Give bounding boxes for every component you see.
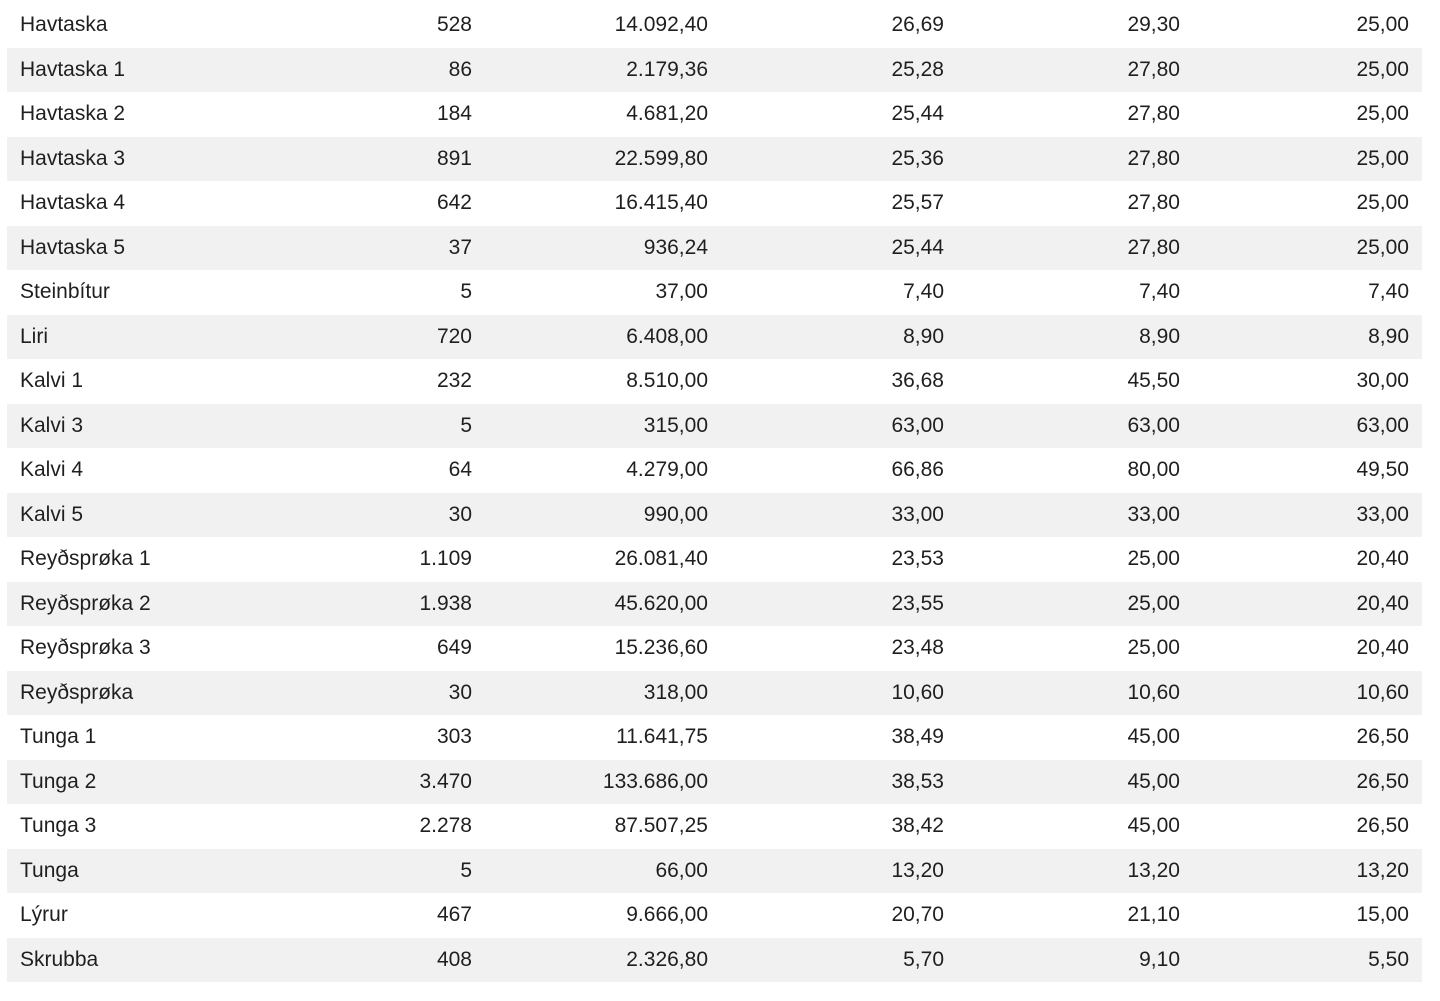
species-cell: Reyðsprøka 1 xyxy=(20,547,151,571)
species-cell: Havtaska 3 xyxy=(20,146,126,170)
total-cell: 2.326,80 xyxy=(626,947,708,971)
max-price-cell: 80,00 xyxy=(1127,458,1180,482)
max-price-cell: 63,00 xyxy=(1127,413,1180,437)
total-cell: 14.092,40 xyxy=(614,13,708,37)
average-price-cell: 8,90 xyxy=(903,324,944,348)
table-row xyxy=(7,270,1422,315)
min-price-cell: 7,40 xyxy=(1368,280,1409,304)
min-price-cell: 30,00 xyxy=(1356,369,1409,393)
max-price-cell: 45,50 xyxy=(1127,369,1180,393)
table-row xyxy=(7,137,1422,182)
max-price-cell: 13,20 xyxy=(1127,858,1180,882)
table-row xyxy=(7,3,1422,48)
max-price-cell: 27,80 xyxy=(1127,102,1180,126)
total-cell: 133.686,00 xyxy=(602,769,708,793)
total-cell: 37,00 xyxy=(655,280,708,304)
min-price-cell: 26,50 xyxy=(1356,814,1409,838)
average-price-cell: 63,00 xyxy=(891,413,944,437)
species-cell: Kalvi 4 xyxy=(20,458,84,482)
quantity-cell: 1.938 xyxy=(419,591,472,615)
table-row xyxy=(7,582,1422,627)
average-price-cell: 7,40 xyxy=(903,280,944,304)
table-row xyxy=(7,760,1422,805)
quantity-cell: 3.470 xyxy=(419,769,472,793)
table-row xyxy=(7,359,1422,404)
min-price-cell: 63,00 xyxy=(1356,413,1409,437)
min-price-cell: 26,50 xyxy=(1356,725,1409,749)
max-price-cell: 45,00 xyxy=(1127,725,1180,749)
table-row xyxy=(7,48,1422,93)
min-price-cell: 25,00 xyxy=(1356,57,1409,81)
average-price-cell: 23,53 xyxy=(891,547,944,571)
quantity-cell: 2.278 xyxy=(419,814,472,838)
species-cell: Havtaska 1 xyxy=(20,57,126,81)
table-row xyxy=(7,893,1422,938)
table-row xyxy=(7,849,1422,894)
quantity-cell: 232 xyxy=(436,369,472,393)
average-price-cell: 66,86 xyxy=(891,458,944,482)
max-price-cell: 9,10 xyxy=(1139,947,1180,971)
table-row xyxy=(7,804,1422,849)
table-row xyxy=(7,537,1422,582)
species-cell: Tunga xyxy=(20,858,79,882)
species-cell: Kalvi 3 xyxy=(20,413,84,437)
total-cell: 66,00 xyxy=(655,858,708,882)
table-row xyxy=(7,404,1422,449)
average-price-cell: 33,00 xyxy=(891,502,944,526)
total-cell: 26.081,40 xyxy=(614,547,708,571)
average-price-cell: 10,60 xyxy=(891,680,944,704)
species-cell: Lýrur xyxy=(20,903,68,927)
min-price-cell: 15,00 xyxy=(1356,903,1409,927)
max-price-cell: 45,00 xyxy=(1127,814,1180,838)
average-price-cell: 25,36 xyxy=(891,146,944,170)
max-price-cell: 45,00 xyxy=(1127,769,1180,793)
table-row xyxy=(7,626,1422,671)
table-row xyxy=(7,938,1422,983)
table-row xyxy=(7,181,1422,226)
species-cell: Steinbítur xyxy=(20,280,110,304)
average-price-cell: 38,53 xyxy=(891,769,944,793)
max-price-cell: 29,30 xyxy=(1127,13,1180,37)
min-price-cell: 25,00 xyxy=(1356,235,1409,259)
total-cell: 6.408,00 xyxy=(626,324,708,348)
species-cell: Liri xyxy=(20,324,49,348)
min-price-cell: 25,00 xyxy=(1356,13,1409,37)
species-cell: Tunga 3 xyxy=(20,814,97,838)
average-price-cell: 25,44 xyxy=(891,235,944,259)
table-row xyxy=(7,493,1422,538)
species-cell: Havtaska 5 xyxy=(20,235,126,259)
table-row xyxy=(7,315,1422,360)
average-price-cell: 23,55 xyxy=(891,591,944,615)
price-table-body xyxy=(7,3,1422,982)
table-row xyxy=(7,715,1422,760)
quantity-cell: 303 xyxy=(436,725,472,749)
max-price-cell: 25,00 xyxy=(1127,547,1180,571)
min-price-cell: 20,40 xyxy=(1356,547,1409,571)
species-cell: Tunga 2 xyxy=(20,769,97,793)
species-cell: Havtaska 2 xyxy=(20,102,126,126)
average-price-cell: 25,28 xyxy=(891,57,944,81)
quantity-cell: 649 xyxy=(436,636,472,660)
species-cell: Reyðsprøka 2 xyxy=(20,591,151,615)
total-cell: 315,00 xyxy=(643,413,708,437)
table-row xyxy=(7,226,1422,271)
table-row xyxy=(7,671,1422,716)
quantity-cell: 37 xyxy=(448,235,472,259)
min-price-cell: 13,20 xyxy=(1356,858,1409,882)
total-cell: 22.599,80 xyxy=(614,146,708,170)
min-price-cell: 20,40 xyxy=(1356,636,1409,660)
species-cell: Skrubba xyxy=(20,947,99,971)
quantity-cell: 5 xyxy=(460,413,472,437)
quantity-cell: 86 xyxy=(448,57,472,81)
total-cell: 318,00 xyxy=(643,680,708,704)
average-price-cell: 20,70 xyxy=(891,903,944,927)
total-cell: 8.510,00 xyxy=(626,369,708,393)
quantity-cell: 642 xyxy=(436,191,472,215)
max-price-cell: 7,40 xyxy=(1139,280,1180,304)
average-price-cell: 26,69 xyxy=(891,13,944,37)
quantity-cell: 64 xyxy=(448,458,472,482)
min-price-cell: 20,40 xyxy=(1356,591,1409,615)
quantity-cell: 5 xyxy=(460,280,472,304)
quantity-cell: 5 xyxy=(460,858,472,882)
total-cell: 990,00 xyxy=(643,502,708,526)
quantity-cell: 1.109 xyxy=(419,547,472,571)
max-price-cell: 27,80 xyxy=(1127,57,1180,81)
total-cell: 15.236,60 xyxy=(614,636,708,660)
max-price-cell: 21,10 xyxy=(1127,903,1180,927)
min-price-cell: 5,50 xyxy=(1368,947,1409,971)
price-table xyxy=(7,3,1422,982)
species-cell: Reyðsprøka xyxy=(20,680,134,704)
quantity-cell: 184 xyxy=(436,102,472,126)
max-price-cell: 27,80 xyxy=(1127,235,1180,259)
max-price-cell: 33,00 xyxy=(1127,502,1180,526)
average-price-cell: 5,70 xyxy=(903,947,944,971)
table-row xyxy=(7,448,1422,493)
average-price-cell: 38,49 xyxy=(891,725,944,749)
total-cell: 2.179,36 xyxy=(626,57,708,81)
quantity-cell: 528 xyxy=(436,13,472,37)
quantity-cell: 30 xyxy=(448,680,472,704)
species-cell: Tunga 1 xyxy=(20,725,97,749)
table-row xyxy=(7,92,1422,137)
min-price-cell: 8,90 xyxy=(1368,324,1409,348)
min-price-cell: 33,00 xyxy=(1356,502,1409,526)
max-price-cell: 8,90 xyxy=(1139,324,1180,348)
species-cell: Havtaska 4 xyxy=(20,191,126,215)
max-price-cell: 25,00 xyxy=(1127,636,1180,660)
min-price-cell: 25,00 xyxy=(1356,146,1409,170)
quantity-cell: 891 xyxy=(436,146,472,170)
min-price-cell: 25,00 xyxy=(1356,102,1409,126)
average-price-cell: 25,57 xyxy=(891,191,944,215)
total-cell: 9.666,00 xyxy=(626,903,708,927)
max-price-cell: 27,80 xyxy=(1127,191,1180,215)
species-cell: Kalvi 5 xyxy=(20,502,84,526)
species-cell: Havtaska xyxy=(20,13,108,37)
average-price-cell: 36,68 xyxy=(891,369,944,393)
total-cell: 4.681,20 xyxy=(626,102,708,126)
min-price-cell: 49,50 xyxy=(1356,458,1409,482)
price-table-container xyxy=(7,3,1422,982)
quantity-cell: 720 xyxy=(436,324,472,348)
min-price-cell: 25,00 xyxy=(1356,191,1409,215)
quantity-cell: 467 xyxy=(436,903,472,927)
species-cell: Kalvi 1 xyxy=(20,369,84,393)
total-cell: 4.279,00 xyxy=(626,458,708,482)
max-price-cell: 10,60 xyxy=(1127,680,1180,704)
quantity-cell: 30 xyxy=(448,502,472,526)
total-cell: 87.507,25 xyxy=(614,814,708,838)
species-cell: Reyðsprøka 3 xyxy=(20,636,151,660)
quantity-cell: 408 xyxy=(436,947,472,971)
average-price-cell: 23,48 xyxy=(891,636,944,660)
min-price-cell: 26,50 xyxy=(1356,769,1409,793)
max-price-cell: 27,80 xyxy=(1127,146,1180,170)
average-price-cell: 38,42 xyxy=(891,814,944,838)
total-cell: 11.641,75 xyxy=(616,725,708,749)
total-cell: 936,24 xyxy=(643,235,708,259)
min-price-cell: 10,60 xyxy=(1356,680,1409,704)
average-price-cell: 13,20 xyxy=(891,858,944,882)
total-cell: 45.620,00 xyxy=(614,591,708,615)
total-cell: 16.415,40 xyxy=(614,191,708,215)
max-price-cell: 25,00 xyxy=(1127,591,1180,615)
average-price-cell: 25,44 xyxy=(891,102,944,126)
